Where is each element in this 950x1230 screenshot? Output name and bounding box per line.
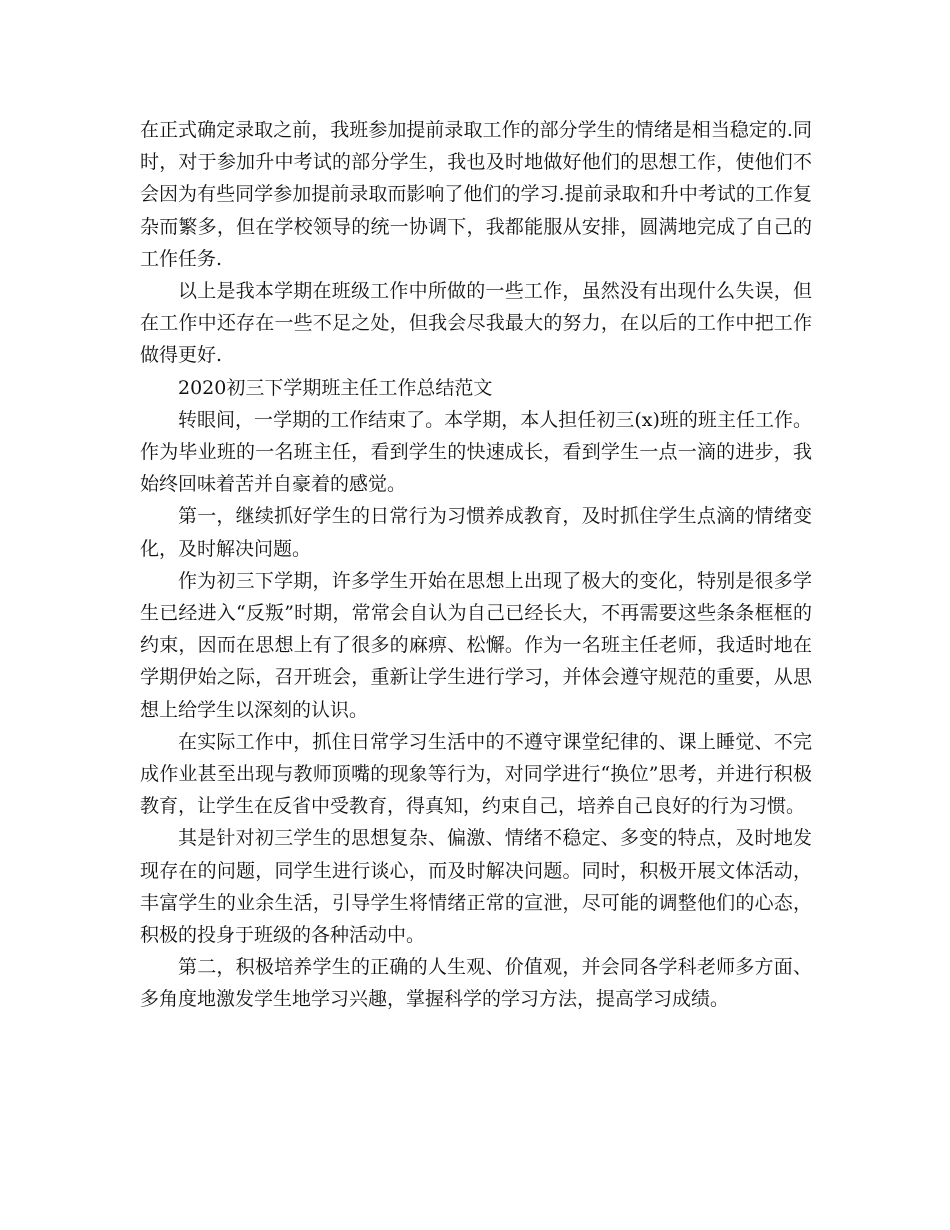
paragraph-continuation: 在正式确定录取之前，我班参加提前录取工作的部分学生的情绪是相当稳定的.同时，对于参加升中考试的部分学生，我也及时地做好他们的思想工作，使他们不会因为有些同学参加提前录取而影响了他们的学习.提前录取和升中考试的工作复杂而繁多，但在学校领导的统一协调下，我都能服从安排，圆满地完成了自己的工作任务. [140, 119, 812, 270]
paragraph: 其是针对初三学生的思想复杂、偏激、情绪不稳定、多变的特点，及时地发现存在的问题，同学生进行谈心，而及时解决问题。同时，积极开展文体活动，丰富学生的业余生活，引导学生将情绪正常的宣泄，尽可能的调整他们的心态，积极的投身于班级的各种活动中。 [140, 827, 812, 947]
paragraph: 第二，积极培养学生的正确的人生观、价值观，并会同各学科老师多方面、多角度地激发学生地学习兴趣，掌握科学的学习方法，提高学习成绩。 [140, 956, 812, 1011]
paragraph: 转眼间，一学期的工作结束了。本学期，本人担任初三(x)班的班主任工作。作为毕业班的一名班主任，看到学生的快速成长，看到学生一点一滴的进步，我始终回味着苦并自豪着的感觉。 [140, 408, 812, 496]
paragraph: 第一，继续抓好学生的日常行为习惯养成教育，及时抓住学生点滴的情绪变化，及时解决问题。 [140, 505, 812, 560]
paragraph: 以上是我本学期在班级工作中所做的一些工作，虽然没有出现什么失误，但在工作中还存在一些不足之处，但我会尽我最大的努力，在以后的工作中把工作做得更好. [140, 280, 812, 367]
document-body [140, 114, 812, 1016]
paragraph: 作为初三下学期，许多学生开始在思想上出现了极大的变化，特别是很多学生已经进入“反叛”时期，常常会自认为自己已经长大，不再需要这些条条框框的约束，因而在思想上有了很多的麻痹、松懈。作为一名班主任老师，我适时地在学期伊始之际，召开班会，重新让学生进行学习，并体会遵守规范的重要，从思想上给学生以深刻的认识。 [140, 569, 812, 721]
paragraph: 在实际工作中，抓住日常学习生活中的不遵守课堂纪律的、课上睡觉、不完成作业甚至出现与教师顶嘴的现象等行为，对同学进行“换位”思考，并进行积极教育，让学生在反省中受教育，得真知，约束自己，培养自己良好的行为习惯。 [140, 730, 812, 818]
section-title: 2020初三下学期班主任工作总结范文 [178, 376, 493, 399]
